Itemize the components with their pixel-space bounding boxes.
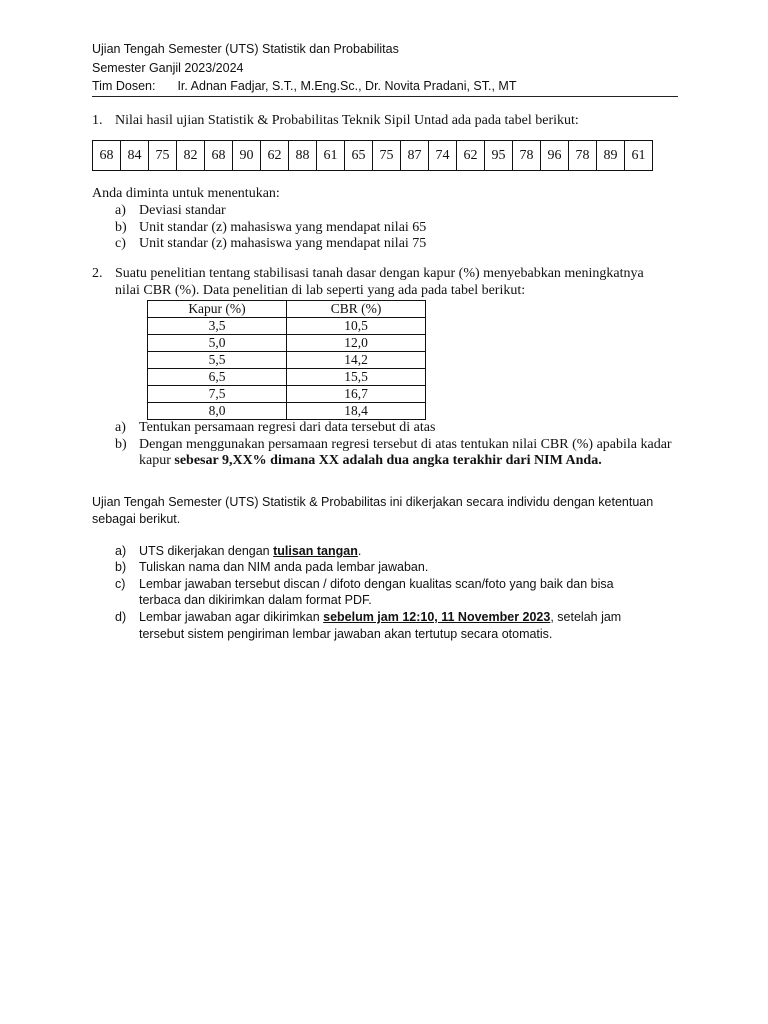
question-2-item-b-line-2	[139, 453, 602, 469]
score-cell: 68	[93, 141, 121, 171]
score-cell: 87	[401, 141, 429, 171]
semester-label: Semester Ganjil 2023/2024	[92, 61, 244, 75]
rule-d-end: , setelah jam	[550, 610, 622, 624]
score-cell: 90	[233, 141, 261, 171]
scores-row	[93, 141, 653, 171]
score-cell: 62	[457, 141, 485, 171]
question-1-intro: Anda diminta untuk menentukan:	[92, 186, 280, 201]
score-cell: 82	[177, 141, 205, 171]
score-cell: 61	[625, 141, 653, 171]
cbr-table-header	[148, 301, 426, 318]
score-cell: 68	[205, 141, 233, 171]
item-b-emphasis: sebesar 9,XX% dimana XX adalah dua angka terakhir dari NIM Anda.	[174, 453, 602, 468]
rules-intro-line-2: sebagai berikut.	[92, 512, 181, 526]
score-cell: 74	[429, 141, 457, 171]
table-row	[148, 335, 426, 352]
rule-d-marker: d)	[115, 610, 127, 624]
score-cell: 95	[485, 141, 513, 171]
rule-d-text: Lembar jawaban agar dikirimkan	[139, 610, 324, 624]
item-b-text: kapur	[139, 453, 175, 468]
cbr-cell: 16,7	[287, 386, 426, 403]
table-row	[148, 318, 426, 335]
cbr-cell: 12,0	[287, 335, 426, 352]
rule-d-line-2: tersebut sistem pengiriman lembar jawaban akan tertutup secara otomatis.	[139, 627, 553, 641]
cbr-cell: 18,4	[287, 403, 426, 420]
score-cell: 84	[121, 141, 149, 171]
rule-a-marker: a)	[115, 544, 127, 558]
rule-c-line-2: terbaca dan dikirimkan dalam format PDF.	[139, 593, 372, 607]
rule-a	[139, 544, 361, 558]
question-1-text: Nilai hasil ujian Statistik & Probabilitas Teknik Sipil Untad ada pada tabel berikut:	[115, 113, 579, 128]
question-1-item-a: Deviasi standar	[139, 203, 226, 218]
score-cell: 75	[373, 141, 401, 171]
scores-table	[92, 140, 653, 171]
score-cell: 78	[569, 141, 597, 171]
rule-b-marker: b)	[115, 560, 127, 574]
kapur-cell: 7,5	[148, 386, 287, 403]
question-2-text-line-1: Suatu penelitian tentang stabilisasi tanah dasar dengan kapur (%) menyebabkan meningkatnya	[115, 266, 644, 281]
question-2-item-b-marker: b)	[115, 437, 127, 452]
question-1-number: 1.	[92, 113, 103, 128]
exam-title: Ujian Tengah Semester (UTS) Statistik dan Probabilitas	[92, 42, 399, 56]
cbr-cell: 10,5	[287, 318, 426, 335]
rule-c-marker: c)	[115, 577, 126, 591]
score-cell: 62	[261, 141, 289, 171]
table-row	[148, 403, 426, 420]
kapur-cell: 5,5	[148, 352, 287, 369]
rule-a-text: UTS dikerjakan dengan	[139, 544, 274, 558]
question-2-number: 2.	[92, 266, 103, 281]
lecturer-team	[92, 79, 516, 93]
question-2-item-a-marker: a)	[115, 420, 126, 435]
score-cell: 89	[597, 141, 625, 171]
question-1-item-b: Unit standar (z) mahasiswa yang mendapat nilai 65	[139, 220, 427, 235]
kapur-cell: 6,5	[148, 369, 287, 386]
question-1-item-c-marker: c)	[115, 236, 126, 251]
cbr-cell: 15,5	[287, 369, 426, 386]
cbr-column-header: CBR (%)	[287, 301, 426, 318]
score-cell: 65	[345, 141, 373, 171]
rule-a-end: .	[357, 544, 362, 558]
rule-d-line-1	[139, 610, 621, 624]
table-row	[148, 369, 426, 386]
score-cell: 75	[149, 141, 177, 171]
rule-d-deadline: sebelum jam 12:10, 11 November 2023	[323, 610, 551, 624]
question-2-text-line-2: nilai CBR (%). Data penelitian di lab seperti yang ada pada tabel berikut:	[115, 283, 526, 298]
score-cell: 61	[317, 141, 345, 171]
lecturer-label: Tim Dosen:	[92, 79, 156, 93]
rules-intro-line-1: Ujian Tengah Semester (UTS) Statistik & Probabilitas ini dikerjakan secara individu dengan ketentuan	[92, 495, 654, 509]
kapur-column-header: Kapur (%)	[148, 301, 287, 318]
rule-b: Tuliskan nama dan NIM anda pada lembar jawaban.	[139, 560, 429, 574]
rule-a-emphasis: tulisan tangan	[273, 544, 358, 558]
score-cell: 96	[541, 141, 569, 171]
cbr-cell: 14,2	[287, 352, 426, 369]
kapur-cell: 5,0	[148, 335, 287, 352]
score-cell: 88	[289, 141, 317, 171]
question-1-item-a-marker: a)	[115, 203, 126, 218]
question-2-item-a: Tentukan persamaan regresi dari data tersebut di atas	[139, 420, 436, 435]
question-1-item-c: Unit standar (z) mahasiswa yang mendapat nilai 75	[139, 236, 427, 251]
question-2-item-b-line-1: Dengan menggunakan persamaan regresi tersebut di atas tentukan nilai CBR (%) apabila kadar	[139, 437, 672, 452]
table-row	[148, 352, 426, 369]
header-divider	[92, 96, 678, 97]
question-1-item-b-marker: b)	[115, 220, 127, 235]
rule-c-line-1: Lembar jawaban tersebut discan / difoto dengan kualitas scan/foto yang baik dan bisa	[139, 577, 614, 591]
lecturer-names: Ir. Adnan Fadjar, S.T., M.Eng.Sc., Dr. Novita Pradani, ST., MT	[177, 79, 517, 93]
cbr-table	[147, 300, 426, 420]
kapur-cell: 8,0	[148, 403, 287, 420]
kapur-cell: 3,5	[148, 318, 287, 335]
table-row	[148, 386, 426, 403]
score-cell: 78	[513, 141, 541, 171]
